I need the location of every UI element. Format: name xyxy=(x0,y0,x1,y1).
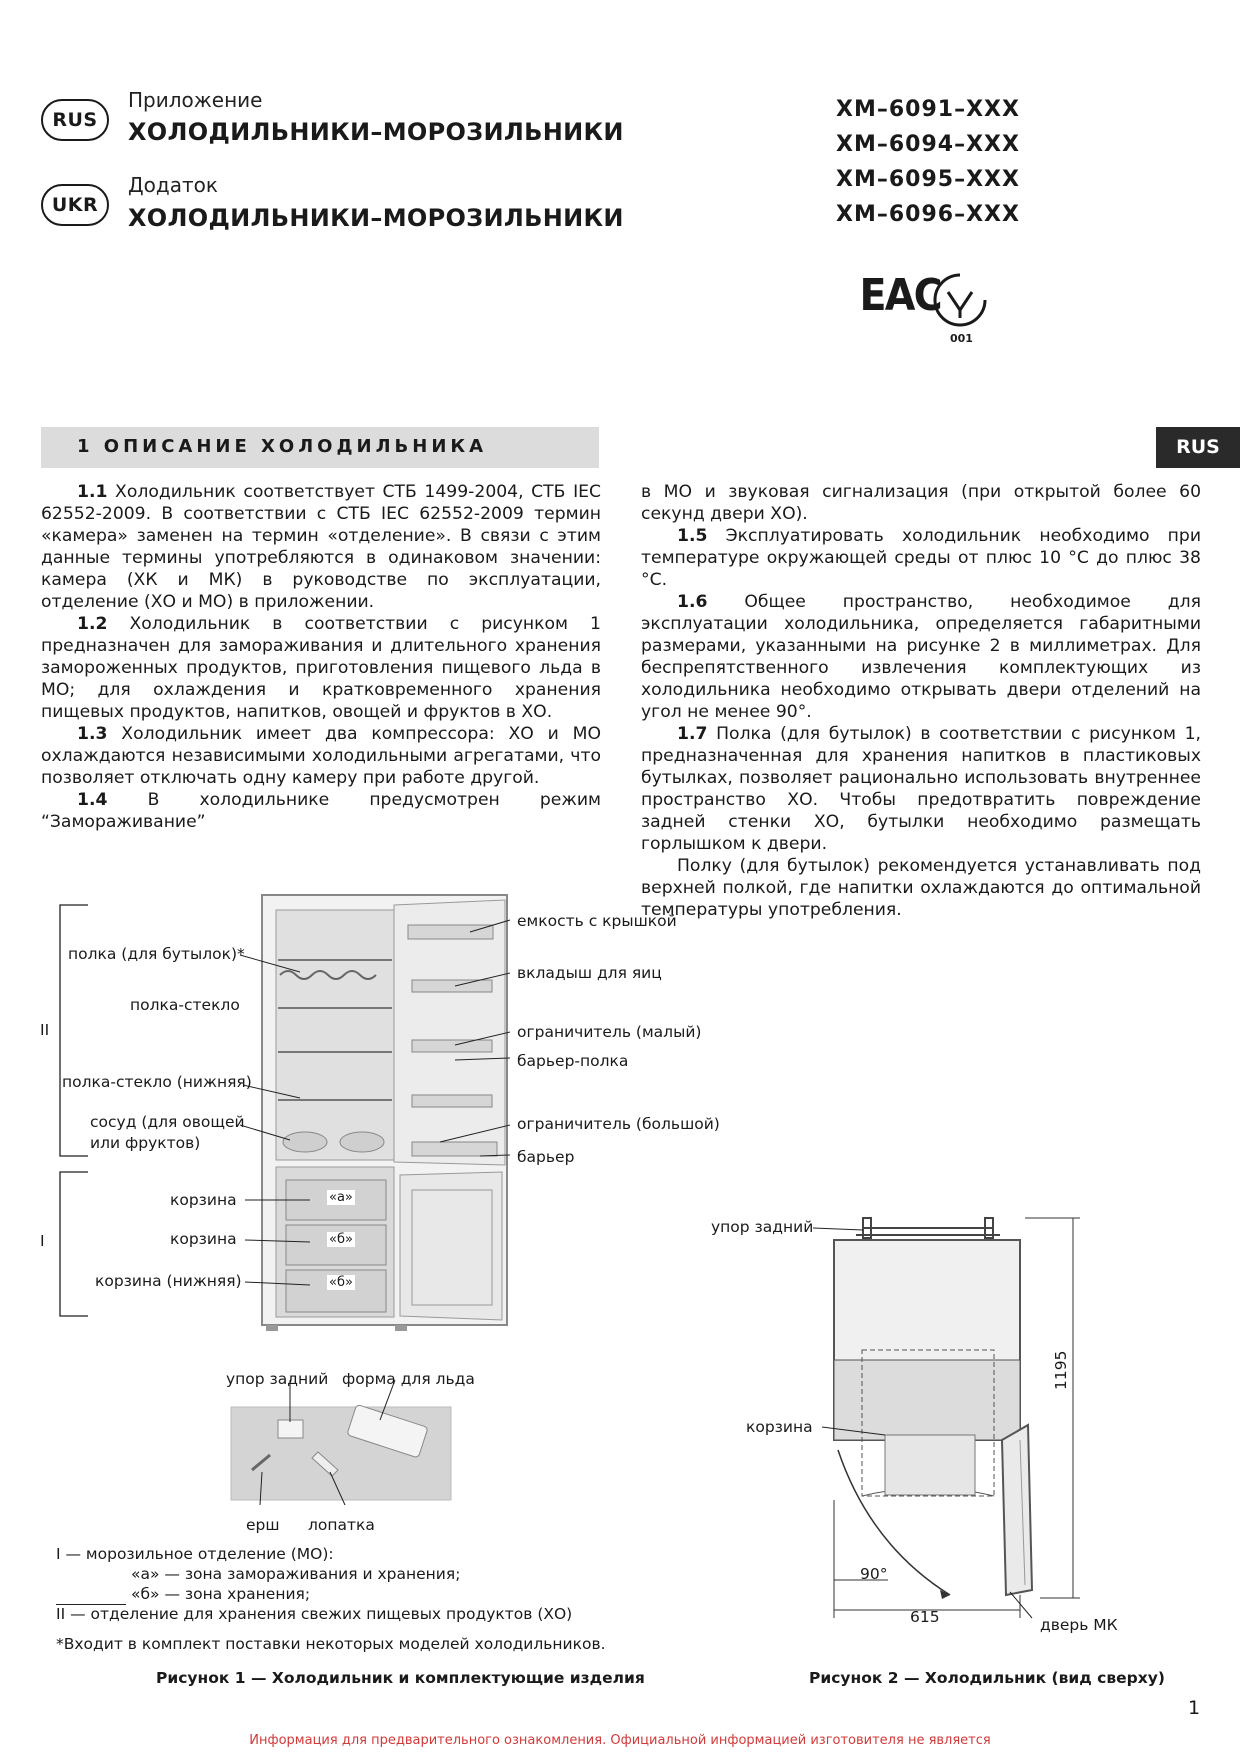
para-1-1 xyxy=(41,481,601,613)
model-1: ХМ–6091–ХХХ xyxy=(836,97,1020,122)
title-ukr: ХОЛОДИЛЬНИКИ–МОРОЗИЛЬНИКИ xyxy=(128,204,624,232)
para-num: 1.7 xyxy=(677,724,708,744)
label-glass-shelf-low: полка-стекло (нижняя) xyxy=(62,1073,252,1091)
para-num: 1.3 xyxy=(77,724,108,744)
fig2-label-door: дверь МК xyxy=(1040,1616,1118,1634)
para-num: 1.5 xyxy=(677,526,708,546)
para-1-6 xyxy=(641,591,1201,723)
para-num: 1.1 xyxy=(77,482,108,502)
ua-cert-icon xyxy=(930,270,990,330)
section-header xyxy=(41,427,599,468)
fig2-label-basket: корзина xyxy=(746,1418,813,1436)
label-basket-2: корзина xyxy=(170,1230,237,1248)
figure-2-caption: Рисунок 2 — Холодильник (вид сверху) xyxy=(809,1669,1165,1687)
label-spatula: лопатка xyxy=(308,1516,375,1534)
model-3: ХМ–6095–ХХХ xyxy=(836,167,1020,192)
cert-number: 001 xyxy=(950,332,973,345)
para-1-2 xyxy=(41,613,601,723)
lang-badge-ukr: UKR xyxy=(41,184,109,226)
label-rear-stop: упор задний xyxy=(226,1370,329,1388)
para-num: 1.6 xyxy=(677,592,708,612)
para-1-7 xyxy=(641,723,1201,855)
legend-line-2: «а» — зона замораживания и хранения; xyxy=(131,1565,461,1583)
basket-mark-b2: «б» xyxy=(329,1275,353,1290)
label-brush: ерш xyxy=(246,1516,280,1534)
legend-line-4: II — отделение для хранения свежих пищевых продуктов (ХО) xyxy=(56,1605,573,1623)
figure-1-caption: Рисунок 1 — Холодильник и комплектующие изделия xyxy=(156,1669,645,1687)
para-1-5 xyxy=(641,525,1201,591)
para-text: В холодильнике предусмотрен режим “Замораживание” xyxy=(41,790,601,832)
label-container: емкость с крышкой xyxy=(517,912,677,930)
eac-logo: ЕАС xyxy=(859,270,941,321)
basket-mark-a: «а» xyxy=(329,1190,353,1205)
legend-line-1: I — морозильное отделение (МО): xyxy=(56,1545,334,1563)
para-text: Холодильник имеет два компрессора: ХО и МО охлаждаются независимыми холодильными агрегатами, что позволяет отключать одну камеру при работе другой. xyxy=(41,724,601,788)
para-1-4-cont: в МО и звуковая сигнализация (при открытой более 60 секунд двери ХО). xyxy=(641,482,1201,524)
label-limiter-big: ограничитель (большой) xyxy=(517,1115,720,1133)
subtitle-rus: Приложение xyxy=(128,88,263,112)
disclaimer-footer: Информация для предварительного ознакомления. Официальной информацией изготовителя не является xyxy=(249,1733,991,1748)
label-basket-3: корзина (нижняя) xyxy=(95,1272,242,1290)
label-veg-line1: сосуд (для овощей xyxy=(90,1113,245,1131)
para-1-7-note: Полку (для бутылок) рекомендуется устанавливать под верхней полкой, где напитки охлаждаются до оптимальной температуры употребления. xyxy=(641,856,1201,920)
fig2-dim-height: 1195 xyxy=(1052,1350,1070,1390)
para-text: Холодильник соответствует СТБ 1499-2004, СТБ IEC 62552-2009. В соответствии с СТБ IEC 62552-2009 термин «камера» заменен на термин «отделение». В связи с этим данные термины употребляются в одинаковом значении: камера (ХК и МК) в руководстве по эксплуатации, отделение (ХО и МО) в приложении. xyxy=(41,482,601,612)
model-4: ХМ–6096–ХХХ xyxy=(836,202,1020,227)
label-bottle-shelf: полка (для бутылок)* xyxy=(68,945,245,963)
fig2-angle: 90° xyxy=(860,1565,888,1583)
subtitle-ukr: Додаток xyxy=(128,173,218,197)
label-zone-ii: II xyxy=(40,1021,50,1039)
title-rus: ХОЛОДИЛЬНИКИ–МОРОЗИЛЬНИКИ xyxy=(128,118,624,146)
figure-2-illustration xyxy=(770,1200,1130,1620)
label-ice-tray: форма для льда xyxy=(342,1370,475,1388)
para-num: 1.2 xyxy=(77,614,108,634)
para-text: Эксплуатировать холодильник необходимо при температуре окружающей среды от плюс 10 °С до плюс 38 °С. xyxy=(641,526,1201,590)
fig2-label-rear-stop: упор задний xyxy=(711,1218,814,1236)
para-text: Общее пространство, необходимое для эксплуатации холодильника, определяется габаритными размерами, указанными на рисунке 2 в миллиметрах. Для беспрепятственного извлечения комплектующих из холодильника необходимо открывать двери отделений на угол не менее 90°. xyxy=(641,592,1201,722)
label-glass-shelf: полка-стекло xyxy=(130,996,240,1014)
right-column xyxy=(641,481,1201,921)
label-egg: вкладыш для яиц xyxy=(517,964,662,982)
legend-line-3: «б» — зона хранения; xyxy=(131,1585,311,1603)
legend-note: *Входит в комплект поставки некоторых моделей холодильников. xyxy=(56,1635,606,1653)
left-column xyxy=(41,481,601,833)
label-barrier: барьер xyxy=(517,1148,575,1166)
lang-tab-rus: RUS xyxy=(1156,427,1240,468)
section-title: 1 ОПИСАНИЕ ХОЛОДИЛЬНИКА xyxy=(77,436,488,457)
lang-badge-rus: RUS xyxy=(41,99,109,141)
para-num: 1.4 xyxy=(77,790,108,810)
fig2-dim-width: 615 xyxy=(910,1608,940,1626)
para-1-3 xyxy=(41,723,601,789)
page-number: 1 xyxy=(1188,1697,1201,1719)
label-limiter-small: ограничитель (малый) xyxy=(517,1023,702,1041)
para-text: Холодильник в соответствии с рисунком 1 предназначен для замораживания и длительного хранения замороженных продуктов, приготовления пищевого льда в МО; для охлаждения и кратковременного хранения пищевых продуктов, напитков, овощей и фруктов в ХО. xyxy=(41,614,601,722)
label-barrier-shelf: барьер-полка xyxy=(517,1052,629,1070)
basket-mark-b1: «б» xyxy=(329,1232,353,1247)
para-text: Полка (для бутылок) в соответствии с рисунком 1, предназначенная для хранения напитков в пластиковых бутылках, позволяет рационально использовать внутреннее пространство ХО. Чтобы предотвратить повреждение задней стенки ХО, бутылки необходимо размещать горлышком к двери. xyxy=(641,724,1201,854)
model-2: ХМ–6094–ХХХ xyxy=(836,132,1020,157)
label-veg-line2: или фруктов) xyxy=(90,1134,201,1152)
label-zone-i: I xyxy=(40,1232,45,1250)
para-1-4 xyxy=(41,789,601,833)
label-basket-1: корзина xyxy=(170,1191,237,1209)
